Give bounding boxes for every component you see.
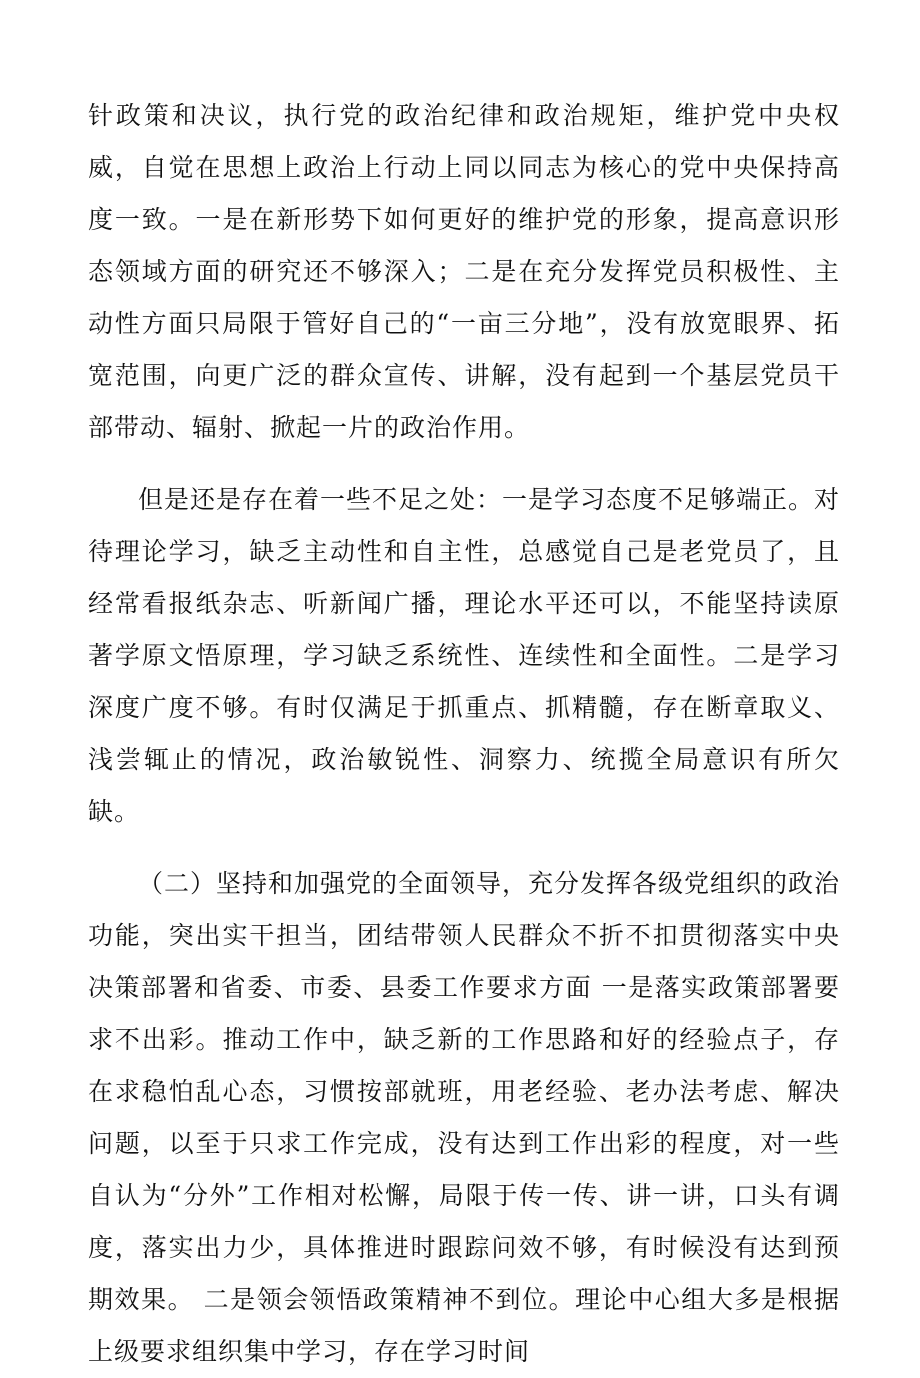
paragraph-section-two: （二）坚持和加强党的全面领导，充分发挥各级党组织的政治功能，突出实干担当，团结带领人民群众不折不扣贯彻落实中央决策部署和省委、市委、县委工作要求方面 一是落实政策部署要求不出彩。推动工作中，缺乏新的工作思路和好的经验点子，存在求稳怕乱心态，习惯按部就班，用老经验、老办法考虑、解决问题，以至于只求工作完成，没有达到工作出彩的程度，对一些自认为“分外”工作相对松懈，局限于传一传、讲一讲，口头有调度，落实出力少，具体推进时跟踪问效不够，有时候没有达到预期效果。 二是领会领悟政策精神不到位。理论中心组大多是根据上级要求组织集中学习，存在学习时间	[88, 869, 841, 1366]
paragraph-shortcomings: 但是还是存在着一些不足之处：一是学习态度不足够端正。对待理论学习，缺乏主动性和自主性，总感觉自己是老党员了，且经常看报纸杂志、听新闻广播，理论水平还可以，不能坚持读原著学原文悟原理，学习缺乏系统性、连续性和全面性。二是学习深度广度不够。有时仅满足于抓重点、抓精髓，存在断章取义、浅尝辄止的情况，政治敏锐性、洞察力、统揽全局意识有所欠缺。	[88, 485, 841, 826]
document-body	[88, 90, 840, 1378]
paragraph-continuation: 针政策和决议，执行党的政治纪律和政治规矩，维护党中央权威，自觉在思想上政治上行动上同以同志为核心的党中央保持高度一致。一是在新形势下如何更好的维护党的形象，提高意识形态领域方面的研究还不够深入；二是在充分发挥党员积极性、主动性方面只局限于管好自己的“一亩三分地”，没有放宽眼界、拓宽范围，向更广泛的群众宣传、讲解，没有起到一个基层党员干部带动、辐射、掀起一片的政治作用。	[88, 101, 840, 442]
